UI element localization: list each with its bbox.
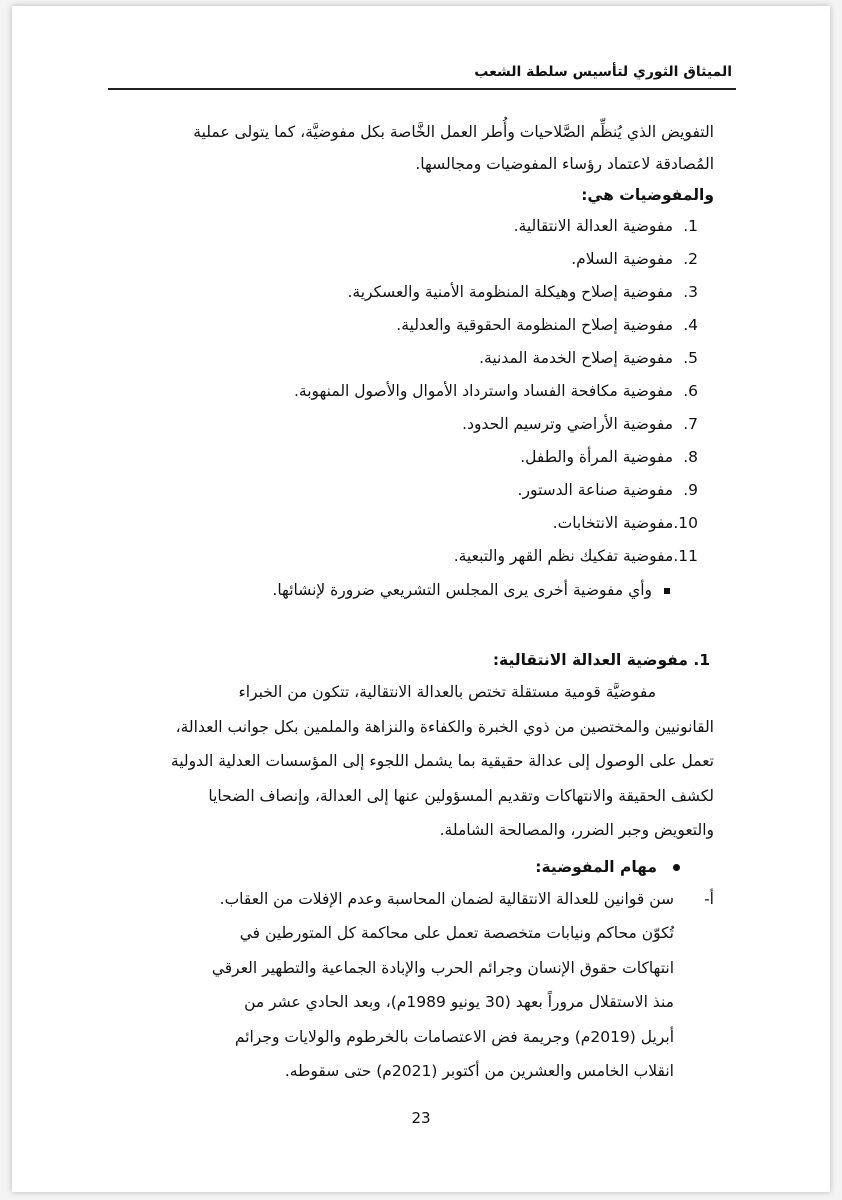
tasks-heading-text: مهام المفوضية: — [535, 857, 657, 876]
intro-line: المُصادقة لاعتماد رؤساء المفوضيات ومجالسها. — [415, 155, 714, 173]
list-item — [130, 276, 714, 309]
item-number: 8. — [683, 448, 698, 466]
item-label: مفوضية المرأة والطفل. — [520, 448, 674, 466]
item-number: 3. — [683, 283, 698, 301]
item-label: مفوضية الأراضي وترسيم الحدود. — [462, 415, 674, 433]
header-rule — [108, 88, 736, 90]
list-item — [130, 309, 714, 342]
document-page — [12, 6, 830, 1192]
task-line: سن قوانين للعدالة الانتقالية لضمان المحاسبة وعدم الإفلات من العقاب. — [219, 889, 674, 908]
list-item — [130, 540, 714, 573]
page-number: 23 — [411, 1109, 431, 1127]
task-line: انقلاب الخامس والعشرين من أكتوبر (2021م) حتى سقوطه. — [284, 1062, 674, 1080]
intro-line: التفويض الذي يُنظِّم الصَّلاحيات وأُطر العمل الخَّاصة بكل مفوضيَّة، كما يتولى عملية — [193, 123, 714, 141]
task-line: منذ الاستقلال مروراً بعهد (30 يونيو 1989م)، وبعد الحادي عشر من — [244, 993, 674, 1011]
list-item — [130, 243, 714, 276]
task-item — [130, 882, 714, 1089]
item-label: مفوضية السلام. — [571, 250, 674, 268]
page-content — [130, 116, 714, 1089]
running-header: الميثاق الثوري لتأسيس سلطة الشعب — [474, 64, 732, 80]
list-item — [130, 342, 714, 375]
item-label: مفوضية تفكيك نظم القهر والتبعية. — [453, 547, 674, 565]
list-item — [130, 375, 714, 408]
item-number: 10. — [673, 514, 698, 532]
item-label: مفوضية الانتخابات. — [552, 514, 674, 532]
task-line: تُكوّن محاكم ونيابات متخصصة تعمل على محاكمة كل المتورطين في — [239, 924, 674, 942]
task-line: انتهاكات حقوق الإنسان وجرائم الحرب والإبادة الجماعية والتطهير العرقي — [211, 958, 674, 977]
item-number: 1. — [683, 217, 698, 235]
list-item — [130, 210, 714, 243]
section-paragraph — [130, 675, 714, 848]
list-item — [130, 474, 714, 507]
item-label: مفوضية إصلاح الخدمة المدنية. — [479, 349, 674, 367]
list-item — [130, 507, 714, 540]
item-label: مفوضية إصلاح المنظومة الحقوقية والعدلية. — [396, 316, 674, 334]
item-number: 9. — [683, 481, 698, 499]
other-commission-text: وأي مفوضية أخرى يرى المجلس التشريعي ضرورة لإنشائها. — [272, 581, 652, 599]
section-title: 1. مفوضية العدالة الانتقالية: — [492, 651, 710, 669]
paragraph-line: والتعويض وجبر الضرر، والمصالحة الشاملة. — [439, 821, 714, 839]
intro-paragraph — [130, 116, 714, 180]
commissions-list — [130, 210, 714, 573]
item-number: 2. — [683, 250, 698, 268]
item-label: مفوضية إصلاح وهيكلة المنظومة الأمنية والعسكرية. — [347, 283, 674, 301]
item-number: 6. — [683, 382, 698, 400]
item-label: مفوضية مكافحة الفساد واسترداد الأموال والأصول المنهوبة. — [293, 382, 674, 400]
paragraph-line: القانونيين والمختصين من ذوي الخبرة والكفاءة والنزاهة والملمين بكل جوانب العدالة، — [175, 717, 714, 736]
item-number: 4. — [683, 316, 698, 334]
list-item — [130, 441, 714, 474]
tasks-heading — [130, 852, 714, 882]
paragraph-line: مفوضيَّة قومية مستقلة تختص بالعدالة الانتقالية، تتكون من الخبراء — [238, 683, 656, 701]
square-bullet-icon — [664, 588, 670, 594]
paragraph-line: تعمل على الوصول إلى عدالة حقيقية بما يشمل اللجوء إلى المؤسسات العدلية الدولية — [170, 752, 714, 770]
item-number: 5. — [683, 349, 698, 367]
round-bullet-icon — [673, 864, 680, 871]
other-commission-bullet — [130, 575, 714, 605]
commissions-heading: والمفوضيات هي: — [581, 186, 714, 204]
item-label: مفوضية صناعة الدستور. — [517, 481, 674, 499]
paragraph-line: لكشف الحقيقة والانتهاكات وتقديم المسؤولين عنها إلى العدالة، وإنصاف الضحايا — [208, 786, 714, 805]
list-item — [130, 408, 714, 441]
item-number: 11. — [673, 547, 698, 565]
task-line: أبريل (2019م) وجريمة فض الاعتصامات بالخرطوم والولايات وجرائم — [234, 1027, 674, 1046]
item-number: 7. — [683, 415, 698, 433]
item-label: مفوضية العدالة الانتقالية. — [513, 217, 674, 235]
task-letter: أ- — [704, 889, 714, 908]
